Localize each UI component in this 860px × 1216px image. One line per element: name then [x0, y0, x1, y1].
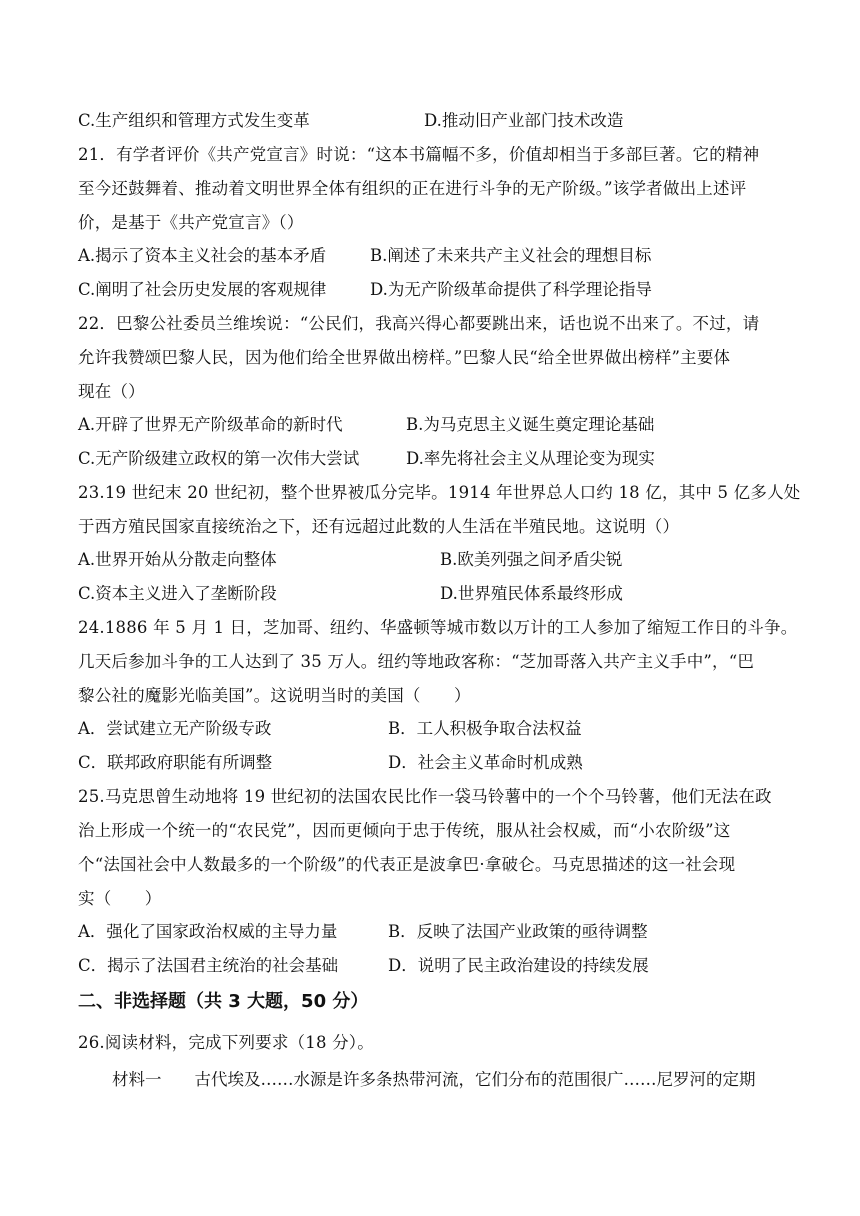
q25-option-b: B．反映了法国产业政策的亟待调整	[388, 922, 648, 941]
q22-option-b: B.为马克思主义诞生奠定理论基础	[406, 415, 655, 434]
q23-option-d: D.世界殖民体系最终形成	[440, 584, 623, 603]
q22-stem-line-2: 允许我赞颂巴黎人民，因为他们给全世界做出榜样。”巴黎人民“给全世界做出榜样”主要体	[78, 348, 731, 367]
q22-stem-line-3: 现在（）	[78, 382, 145, 401]
q21-stem-line-2: 至今还鼓舞着、推动着文明世界全体有组织的正在进行斗争的无产阶级。”该学者做出上述评	[78, 179, 747, 198]
q25-stem-line-3: 个“法国社会中人数最多的一个阶级”的代表正是波拿巴·拿破仑。马克思描述的这一社会现	[78, 855, 736, 874]
q20-option-d: D.推动旧产业部门技术改造	[424, 111, 624, 130]
q20-option-c: C.生产组织和管理方式发生变革	[78, 111, 310, 130]
q21-option-d: D.为无产阶级革命提供了科学理论指导	[370, 280, 652, 299]
q22-stem-line-1: 22．巴黎公社委员兰维埃说：“公民们，我高兴得心都要跳出来，话也说不出来了。不过，请	[78, 314, 760, 333]
q23-stem-line-1: 23.19 世纪末 20 世纪初，整个世界被瓜分完毕。1914 年世界总人口约 18 亿，其中 5 亿多人处	[78, 483, 801, 502]
q24-options-row-1	[78, 718, 788, 740]
q22-options-row-1	[78, 414, 788, 436]
q21-option-c: C.阐明了社会历史发展的客观规律	[78, 280, 327, 299]
q25-stem-line-2: 治上形成一个统一的“农民党”，因而更倾向于忠于传统，服从社会权威，而“小农阶级”这	[78, 821, 731, 840]
q23-options-row-2	[78, 583, 788, 605]
q25-option-a: A．强化了国家政治权威的主导力量	[78, 922, 338, 941]
q21-option-a: A.揭示了资本主义社会的基本矛盾	[78, 246, 327, 265]
q25-option-c: C．揭示了法国君主统治的社会基础	[78, 956, 339, 975]
q24-options-row-2	[78, 752, 788, 774]
q21-options-row-2	[78, 279, 788, 301]
section-heading-non-choice: 二、非选择题（共 3 大题，50 分）	[78, 991, 369, 1012]
q23-options-row-1	[78, 549, 788, 571]
q22-option-d: D.率先将社会主义从理论变为现实	[406, 449, 655, 468]
q25-stem-line-1: 25.马克思曾生动地将 19 世纪初的法国农民比作一袋马铃薯中的一个个马铃薯，他们无法在政	[78, 787, 772, 806]
q26-stem: 26.阅读材料，完成下列要求（18 分）。	[78, 1033, 374, 1052]
q21-stem-line-1: 21．有学者评价《共产党宣言》时说：“这本书篇幅不多，价值却相当于多部巨著。它的精神	[78, 145, 760, 164]
q23-option-c: C.资本主义进入了垄断阶段	[78, 584, 277, 603]
q25-options-row-2	[78, 955, 788, 977]
q22-option-a: A.开辟了世界无产阶级革命的新时代	[78, 415, 343, 434]
q23-stem-line-2: 于西方殖民国家直接统治之下，还有远超过此数的人生活在半殖民地。这说明（）	[78, 517, 680, 536]
q26-material-1: 材料一 古代埃及……水源是许多条热带河流，它们分布的范围很广……尼罗河的定期	[112, 1070, 756, 1089]
q25-options-row-1	[78, 921, 788, 943]
q24-stem-line-3: 黎公社的魔影光临美国”。这说明当时的美国（ ）	[78, 686, 471, 705]
q24-stem-line-2: 几天后参加斗争的工人达到了 35 万人。纽约等地政客称：“芝加哥落入共产主义手中”，“巴	[78, 652, 755, 671]
q22-option-c: C.无产阶级建立政权的第一次伟大尝试	[78, 449, 360, 468]
q23-option-a: A.世界开始从分散走向整体	[78, 550, 277, 569]
q24-option-a: A．尝试建立无产阶级专政	[78, 719, 272, 738]
q24-option-c: C．联邦政府职能有所调整	[78, 753, 273, 772]
q24-stem-line-1: 24.1886 年 5 月 1 日，芝加哥、纽约、华盛顿等城市数以万计的工人参加了缩短工作日的斗争。	[78, 618, 798, 637]
q25-option-d: D．说明了民主政治建设的持续发展	[388, 956, 649, 975]
q21-option-b: B.阐述了未来共产主义社会的理想目标	[370, 246, 652, 265]
q21-stem-line-3: 价，是基于《共产党宣言》（）	[78, 213, 304, 232]
q24-option-b: B．工人积极争取合法权益	[388, 719, 582, 738]
q25-stem-line-4: 实（ ）	[78, 889, 162, 908]
q21-options-row-1	[78, 245, 788, 267]
q20-options-row	[78, 110, 788, 132]
q22-options-row-2	[78, 448, 788, 470]
q23-option-b: B.欧美列强之间矛盾尖锐	[440, 550, 623, 569]
q24-option-d: D．社会主义革命时机成熟	[388, 753, 583, 772]
